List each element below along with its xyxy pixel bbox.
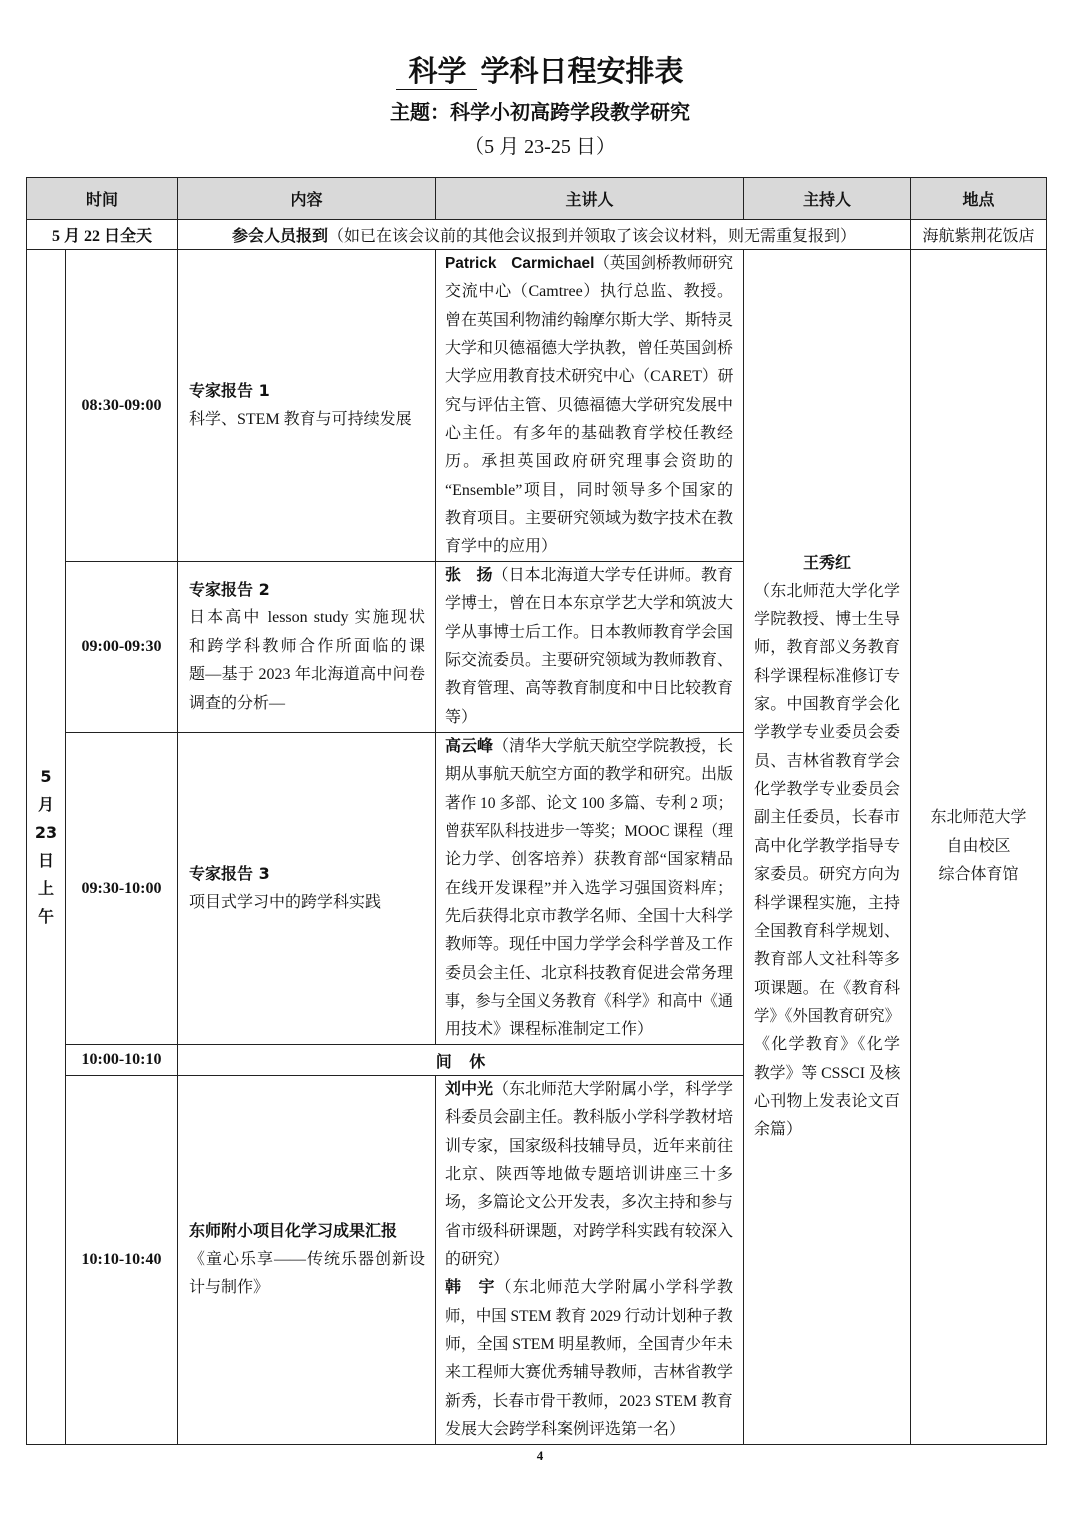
registration-label: 参会人员报到 — [231, 226, 328, 245]
speaker-bio-text: 教师等。现任中国力学学会科学普及工作 — [445, 936, 734, 954]
speaker-bio-line — [445, 1274, 733, 1302]
page-title — [0, 52, 1080, 92]
host-bio-line: （东北师范大学化学 — [754, 582, 900, 600]
speaker-bio-line — [445, 335, 733, 363]
speaker-bio-text: 先后获得北京市教学名师、全国十大科学 — [445, 908, 734, 926]
speaker-bio-line — [445, 1218, 733, 1246]
header-host: 主持人 — [743, 177, 911, 220]
speaker-bio-line — [445, 1133, 733, 1161]
speaker-bio-text: 交流中心（Camtree）执行总监、教授。 — [445, 283, 733, 301]
speaker-bio-text: （日本北海道大学专任讲师。教育 — [492, 567, 733, 584]
venue-line: 东北师范大学 — [930, 809, 1027, 827]
speaker-bio-line — [445, 1246, 733, 1274]
content-lines — [189, 1246, 435, 1303]
venue-line: 综合体育馆 — [938, 866, 1019, 884]
day-label-char: 午 — [37, 907, 54, 926]
speaker-name: 张 扬 — [445, 567, 493, 584]
speaker-bio-text: 大学应用教育技术研究中心（CARET）研 — [445, 368, 734, 386]
title-subject: 科学 — [396, 55, 476, 90]
speaker-bio-text: 北京、陕西等地做专题培训讲座三十多 — [445, 1166, 733, 1184]
content-lines — [189, 889, 435, 917]
speaker-bio-line — [445, 1016, 733, 1044]
host-bio-line: 学》《外国教育研究》 — [754, 1007, 901, 1025]
content-line: 计与制作》 — [189, 1279, 270, 1297]
speaker-bio-text: 来工程师大赛优秀辅导教师，吉林省教学 — [445, 1364, 734, 1382]
session-speakers — [445, 250, 733, 562]
registration-location: 海航紫荆花饭店 — [910, 219, 1047, 250]
speaker-bio-line — [445, 1076, 733, 1104]
session-speakers — [445, 1076, 733, 1444]
host-bio-line: 副主任委员，长春市 — [754, 809, 900, 827]
venue-cell — [910, 249, 1047, 1445]
speaker-bio-text: 曾获军队科技进步一等奖；MOOC 课程（理 — [445, 823, 734, 841]
speaker-bio-text: 教育管理、高等教育制度和中日比较教育 — [445, 680, 734, 698]
speaker-name: Patrick Carmichael — [445, 255, 595, 272]
content-lines — [189, 406, 435, 434]
host-bio-line: 科学课程实施，主持 — [754, 894, 900, 912]
session-time: 09:00-09:30 — [65, 561, 178, 733]
speaker-bio-text: 曾在英国利物浦约翰摩尔斯大学、斯特灵 — [445, 311, 734, 329]
speaker-bio-line — [445, 619, 733, 647]
host-bio-line: 教育部人文社科等多 — [754, 951, 900, 969]
speaker-bio-line — [445, 477, 733, 505]
session-content — [177, 732, 436, 1045]
host-bio-line: 家委员。研究方向为 — [754, 866, 900, 884]
registration-date: 5 月 22 日全天 — [26, 219, 178, 250]
speaker-bio-line — [445, 250, 734, 278]
header-time: 时间 — [26, 177, 178, 220]
speaker-bio-line — [445, 420, 733, 448]
content-lines — [189, 604, 435, 717]
host-bio-line: 《化学教育》《化学 — [754, 1036, 900, 1054]
session-speakers — [445, 733, 733, 1045]
speaker-bio-line — [445, 363, 734, 391]
host-bio-line: 科学课程标准修订专 — [754, 667, 900, 685]
session-time: 10:10-10:40 — [65, 1075, 178, 1445]
content-line: 调查的分析— — [189, 694, 286, 712]
host-bio-line: 项课题。在《教育科 — [754, 979, 900, 997]
session-speaker-cell — [435, 249, 744, 562]
speaker-bio-line — [445, 1331, 733, 1359]
content-title: 专家报告 3 — [189, 864, 270, 884]
speaker-bio-text: 用技术》课程标准制定工作） — [445, 1021, 654, 1039]
host-bio-line: 高中化学教学指导专 — [754, 837, 900, 855]
break-time: 10:00-10:10 — [65, 1044, 178, 1076]
speaker-bio-line — [445, 846, 733, 874]
host-name: 王秀红 — [802, 553, 851, 573]
host-bio — [754, 578, 900, 1145]
speaker-bio-line — [445, 590, 733, 618]
page-number: 4 — [536, 1448, 544, 1463]
speaker-bio-line — [445, 1359, 733, 1387]
session-content — [177, 1075, 436, 1445]
host-bio-line: 学教学专业委员会委 — [754, 724, 900, 742]
session-content — [177, 561, 436, 733]
header-speaker: 主讲人 — [435, 177, 744, 220]
speaker-bio-text: 究与评估主管、贝德福德大学研究发展中 — [445, 396, 734, 414]
speaker-bio-text: 师，中国 STEM 教育 2029 行动计划种子教 — [445, 1307, 733, 1325]
venue-line: 自由校区 — [946, 837, 1011, 855]
speaker-bio-text: 的研究） — [445, 1251, 510, 1269]
content-title: 专家报告 1 — [189, 381, 270, 401]
speaker-bio-line — [445, 988, 734, 1016]
day-label-char: 月 — [37, 795, 54, 814]
session-speaker-cell — [435, 732, 744, 1045]
content-line: 科学、STEM 教育与可持续发展 — [189, 410, 412, 428]
speaker-bio-line — [445, 761, 733, 789]
host-bio-line: 师，教育部义务教育 — [754, 639, 900, 657]
content-line: 《童心乐享——传统乐器创新设 — [189, 1250, 425, 1268]
host-bio-line: 全国教育科学规划、 — [754, 922, 900, 940]
content-line: 和跨学科教师合作所面临的课 — [189, 637, 425, 655]
speaker-bio-line — [445, 448, 733, 476]
speaker-bio-text: 学从事博士后工作。日本教师教育学会国 — [445, 623, 734, 641]
theme-subtitle: 主题：科学小初高跨学段教学研究 — [390, 102, 690, 124]
speaker-bio-text: 期从事航天航空方面的教学和研究。出版 — [445, 766, 734, 784]
speaker-bio-text: 事，参与全国义务教育《科学》和高中《通 — [445, 993, 734, 1011]
speaker-bio-line — [445, 733, 733, 761]
host-bio-line: 家。中国教育学会化 — [754, 696, 900, 714]
speaker-bio-line — [445, 1303, 733, 1331]
speaker-bio-line — [445, 1416, 733, 1444]
day-label — [26, 249, 66, 1445]
session-speaker-cell — [435, 561, 744, 733]
speaker-bio-text: 师，全国 STEM 明星教师，全国青少年未 — [445, 1336, 733, 1354]
speaker-bio-text: 际交流委员。主要研究领域为教师教育、 — [445, 652, 734, 670]
host-bio-line: 员、吉林省教育学会 — [754, 752, 900, 770]
speaker-name: 韩 宇 — [445, 1279, 496, 1297]
speaker-bio-line — [445, 704, 733, 732]
speaker-name: 高云峰 — [445, 738, 494, 755]
speaker-bio-text: 著作 10 多部、论文 100 多篇、专利 2 项； — [445, 794, 734, 812]
title-rest: 学科日程安排表 — [480, 56, 684, 88]
session-speakers — [445, 562, 733, 732]
speaker-bio-text: （英国剑桥教师研究 — [594, 255, 734, 272]
host-bio-line: 化学教学专业委员会 — [754, 781, 900, 799]
break-label: 间 休 — [177, 1044, 744, 1076]
speaker-bio-line — [445, 875, 733, 903]
registration-detail: （如已在该会议前的其他会议报到并领取了该会议材料，则无需重复报到） — [328, 228, 857, 245]
content-line: 日本高中 lesson study 实施现状 — [189, 609, 425, 627]
speaker-bio-line — [445, 1104, 733, 1132]
date-range: （5 月 23-25 日） — [464, 136, 616, 158]
venue-lines — [930, 804, 1026, 889]
speaker-bio-text: 在线开发课程”并入选学习强国资料库； — [445, 879, 733, 897]
content-title: 专家报告 2 — [189, 580, 270, 600]
speaker-bio-text: 发展大会跨学科案例评选第一名） — [445, 1421, 686, 1439]
speaker-bio-text: 科委员会副主任。教科版小学科学教材培 — [445, 1109, 734, 1127]
speaker-bio-text: （东北师范大学附属小学科学教 — [495, 1279, 733, 1297]
speaker-bio-line — [445, 533, 733, 561]
day-label-char: 日 — [37, 851, 54, 870]
speaker-bio-text: 论力学、创客培养）获教育部“国家精品 — [445, 851, 733, 869]
day-label-char: 23 — [34, 823, 58, 842]
speaker-name: 刘中光 — [445, 1081, 494, 1098]
speaker-bio-line — [445, 675, 733, 703]
speaker-bio-text: （东北师范大学附属小学，科学学 — [493, 1081, 734, 1098]
speaker-bio-line — [445, 392, 733, 420]
speaker-bio-text: 省市级科研课题，对跨学科实践有较深入 — [445, 1222, 734, 1240]
day-label-char: 5 — [40, 767, 52, 786]
speaker-bio-text: 训专家，国家级科技辅导员，近年来前往 — [445, 1137, 734, 1155]
session-content — [177, 249, 436, 562]
content-line: 题—基于 2023 年北海道高中问卷 — [189, 666, 425, 684]
day-label-chars — [27, 763, 65, 931]
speaker-bio-text: 学博士，曾在日本东京学艺大学和筑波大 — [445, 595, 734, 613]
session-time: 09:30-10:00 — [65, 732, 178, 1045]
host-cell — [743, 249, 911, 1445]
header-location: 地点 — [910, 177, 1047, 220]
speaker-bio-line — [445, 790, 734, 818]
speaker-bio-line — [445, 1388, 733, 1416]
speaker-bio-text: 心主任。有多年的基础教育学校任教经 — [445, 425, 733, 443]
speaker-bio-text: 新秀，长春市骨干教师，2023 STEM 教育 — [445, 1392, 733, 1410]
speaker-bio-text: 教育项目。主要研究领域为数字技术在教 — [445, 510, 734, 528]
host-bio-line: 余篇） — [754, 1121, 803, 1139]
host-bio-line: 学院教授、博士生导 — [754, 611, 900, 629]
speaker-bio-text: 大学和贝德福德大学执教，曾任英国剑桥 — [445, 340, 734, 358]
content-line: 项目式学习中的跨学科实践 — [189, 893, 382, 911]
content-title: 东师附小项目化学习成果汇报 — [189, 1221, 398, 1241]
speaker-bio-text: “Ensemble”项目，同时领导多个国家的 — [445, 481, 733, 499]
speaker-bio-line — [445, 278, 733, 306]
speaker-bio-line — [445, 647, 733, 675]
speaker-bio-line — [445, 960, 733, 988]
speaker-bio-line — [445, 1189, 733, 1217]
speaker-bio-line — [445, 931, 733, 959]
header-content: 内容 — [177, 177, 436, 220]
speaker-bio-line — [445, 903, 733, 931]
speaker-bio-text: 委员会主任、北京科技教育促进会常务理 — [445, 964, 734, 982]
session-time: 08:30-09:00 — [65, 249, 178, 562]
speaker-bio-line — [445, 818, 734, 846]
speaker-bio-line — [445, 505, 733, 533]
speaker-bio-line — [445, 1161, 733, 1189]
host-bio-line: 心刊物上发表论文百 — [754, 1092, 900, 1110]
speaker-bio-line — [445, 307, 733, 335]
speaker-bio-text: 育学中的应用） — [445, 538, 558, 556]
speaker-bio-text: （清华大学航天航空学院教授，长 — [493, 738, 734, 755]
session-speaker-cell — [435, 1075, 744, 1445]
speaker-bio-text: 历。承担英国政府研究理事会资助的 — [445, 453, 733, 471]
host-bio-line: 教学》等 CSSCI 及核 — [754, 1064, 901, 1082]
registration-note — [177, 219, 911, 250]
day-label-char: 上 — [37, 879, 54, 898]
speaker-bio-text: 场，多篇论文公开发表，多次主持和参与 — [445, 1194, 734, 1212]
speaker-bio-line — [445, 562, 733, 590]
speaker-bio-text: 等） — [445, 708, 478, 726]
